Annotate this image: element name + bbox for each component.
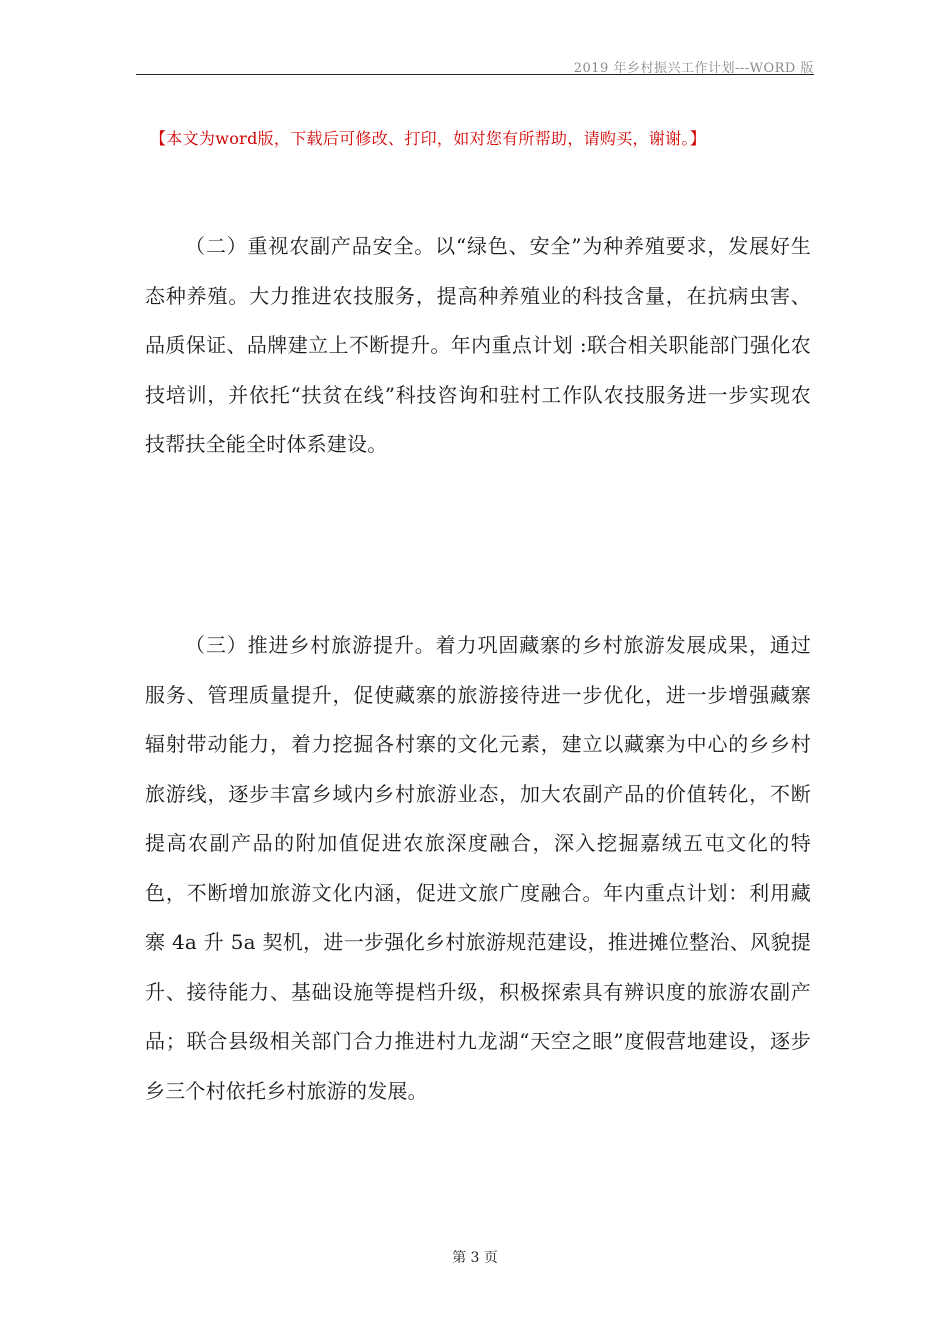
word-version-notice: 【本文为word版，下载后可修改、打印，如对您有所帮助，请购买，谢谢。】 <box>150 129 707 148</box>
paragraph-rural-tourism: （三）推进乡村旅游提升。着力巩固藏寨的乡村旅游发展成果，通过服务、管理质量提升，促使藏寨的旅游接待进一步优化，进一步增强藏寨辐射带动能力，着力挖掘各村寨的文化元素，建立以藏寨为中心的乡乡村旅游线，逐步丰富乡域内乡村旅游业态，加大农副产品的价值转化，不断提高农副产品的附加值促进农旅深度融合，深入挖掘嘉绒五屯文化的特色，不断增加旅游文化内涵，促进文旅广度融合。年内重点计划：利用藏寨 4a 升 5a 契机，进一步强化乡村旅游规范建设，推进摊位整治、风貌提升、接待能力、基础设施等提档升级，积极探索具有辨识度的旅游农副产品；联合县级相关部门合力推进村九龙湖“天空之眼”度假营地建设，逐步乡三个村依托乡村旅游的发展。 <box>145 633 811 1103</box>
paragraph-agri-safety: （二）重视农副产品安全。以“绿色、安全”为种养殖要求，发展好生态种养殖。大力推进农技服务，提高种养殖业的科技含量，在抗病虫害、品质保证、品牌建立上不断提升。年内重点计划 :联合相关职能部门强化农技培训，并依托“扶贫在线”科技咨询和驻村工作队农技服务进一步实现农技帮扶全能全时体系建设。 <box>145 234 811 456</box>
header-divider <box>136 74 814 75</box>
page-number: 第 3 页 <box>452 1250 498 1266</box>
header-title: 2019 年乡村振兴工作计划---WORD 版 <box>573 61 814 76</box>
